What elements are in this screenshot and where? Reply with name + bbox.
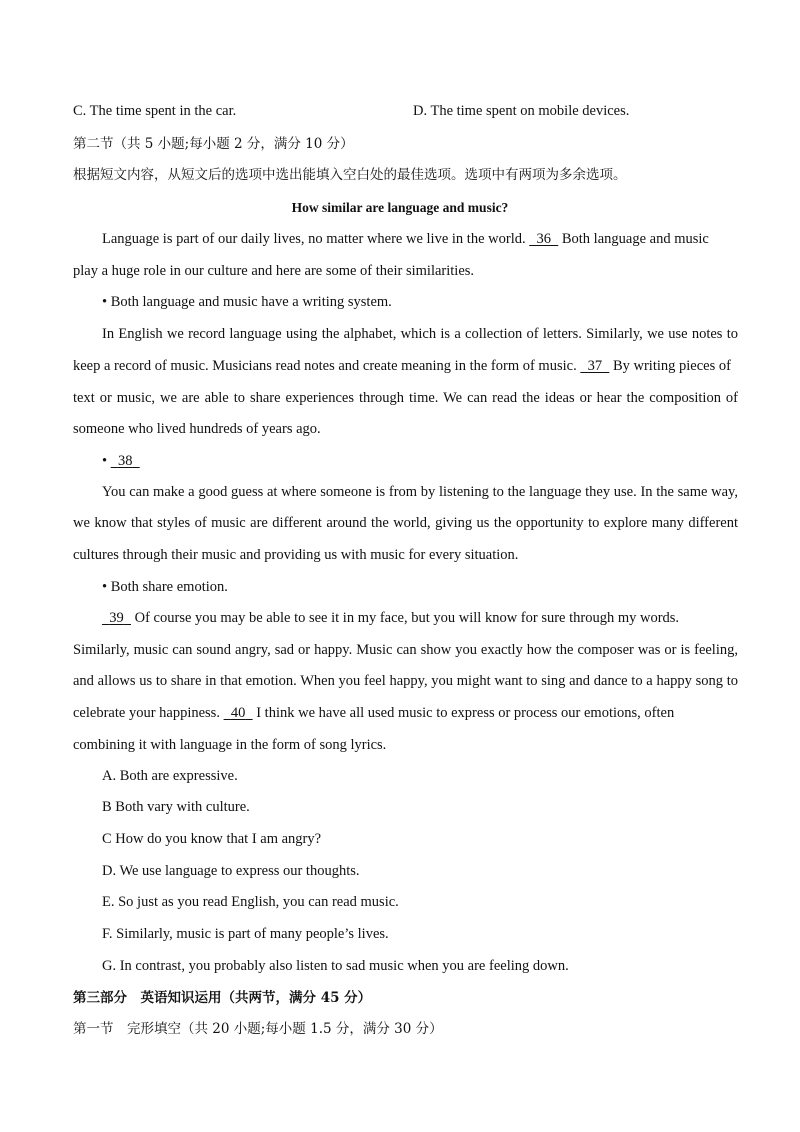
paragraph-text: Both language and music: [561, 231, 709, 247]
paragraph-1-line-1: [102, 229, 738, 249]
option-d: D. The time spent on mobile devices.: [413, 103, 630, 119]
bullet-writing-system: • Both language and music have a writing system.: [102, 294, 392, 310]
choice-d: D. We use language to express our thoughts.: [102, 863, 360, 879]
paragraph-4-line-2: Similarly, music can sound angry, sad or happy. Music can show you exactly how the composer was or is feeling,: [73, 642, 738, 658]
paragraph-4-line-4: [73, 703, 738, 723]
paragraph-3-line-2: we know that styles of music are different around the world, giving us the opportunity to explore many different: [73, 515, 738, 531]
blank-37: 37: [587, 358, 603, 374]
choice-g: G. In contrast, you probably also listen to sad music when you are feeling down.: [102, 958, 569, 974]
bullet-mark: •: [102, 453, 108, 469]
paragraph-4-line-1: [102, 608, 738, 628]
paragraph-4-line-3: and allows us to share in that emotion. When you feel happy, you might want to sing and dance to a happy song to: [73, 673, 738, 689]
blank-38: 38: [117, 453, 133, 469]
paragraph-2-line-3: text or music, we are able to share experiences through time. We can read the ideas or hear the composition of: [73, 390, 738, 406]
paragraph-2-line-4: someone who lived hundreds of years ago.: [73, 421, 321, 437]
bullet-share-emotion: • Both share emotion.: [102, 579, 228, 595]
paragraph-text: I think we have all used music to express or process our emotions, often: [256, 705, 675, 721]
passage-title: How similar are language and music?: [291, 200, 509, 215]
blank-39: 39: [109, 610, 124, 626]
bullet-blank-38: [102, 451, 738, 471]
section2-heading: 第二节（共 5 小题;每小题 2 分，满分 10 分）: [73, 136, 354, 152]
choice-e: E. So just as you read English, you can read music.: [102, 894, 399, 910]
paragraph-text: celebrate your happiness.: [73, 705, 220, 721]
paragraph-text: Of course you may be able to see it in my face, but you will know for sure through my words.: [134, 610, 680, 626]
paragraph-3-line-1: You can make a good guess at where someone is from by listening to the language they use. In the same way,: [102, 484, 738, 500]
paragraph-4-line-5: combining it with language in the form of song lyrics.: [73, 737, 387, 753]
blank-40: 40: [230, 705, 246, 721]
choice-c: C How do you know that I am angry?: [102, 831, 322, 847]
option-c: C. The time spent in the car.: [73, 103, 237, 119]
choice-a: A. Both are expressive.: [102, 768, 238, 784]
paragraph-text: keep a record of music. Musicians read notes and create meaning in the form of music.: [73, 358, 577, 374]
section2-instruction: 根据短文内容，从短文后的选项中选出能填入空白处的最佳选项。选项中有两项为多余选项。: [73, 167, 627, 183]
section3-heading: 第三部分 英语知识运用（共两节，满分 45 分）: [73, 990, 372, 1006]
paragraph-2-line-2: [73, 356, 738, 376]
paragraph-1-line-2: play a huge role in our culture and here are some of their similarities.: [73, 263, 475, 279]
choice-f: F. Similarly, music is part of many people’s lives.: [102, 926, 389, 942]
choice-b: B Both vary with culture.: [102, 799, 250, 815]
section3-subheading: 第一节 完形填空（共 20 小题;每小题 1.5 分，满分 30 分）: [73, 1021, 443, 1037]
paragraph-2-line-1: In English we record language using the alphabet, which is a collection of letters. Similarly, we use notes to: [102, 326, 738, 342]
paragraph-text: Language is part of our daily lives, no matter where we live in the world.: [102, 231, 526, 247]
blank-36: 36: [536, 231, 551, 247]
paragraph-text: By writing pieces of: [612, 358, 731, 374]
paragraph-3-line-3: cultures through their music and providing us with music for every situation.: [73, 547, 519, 563]
